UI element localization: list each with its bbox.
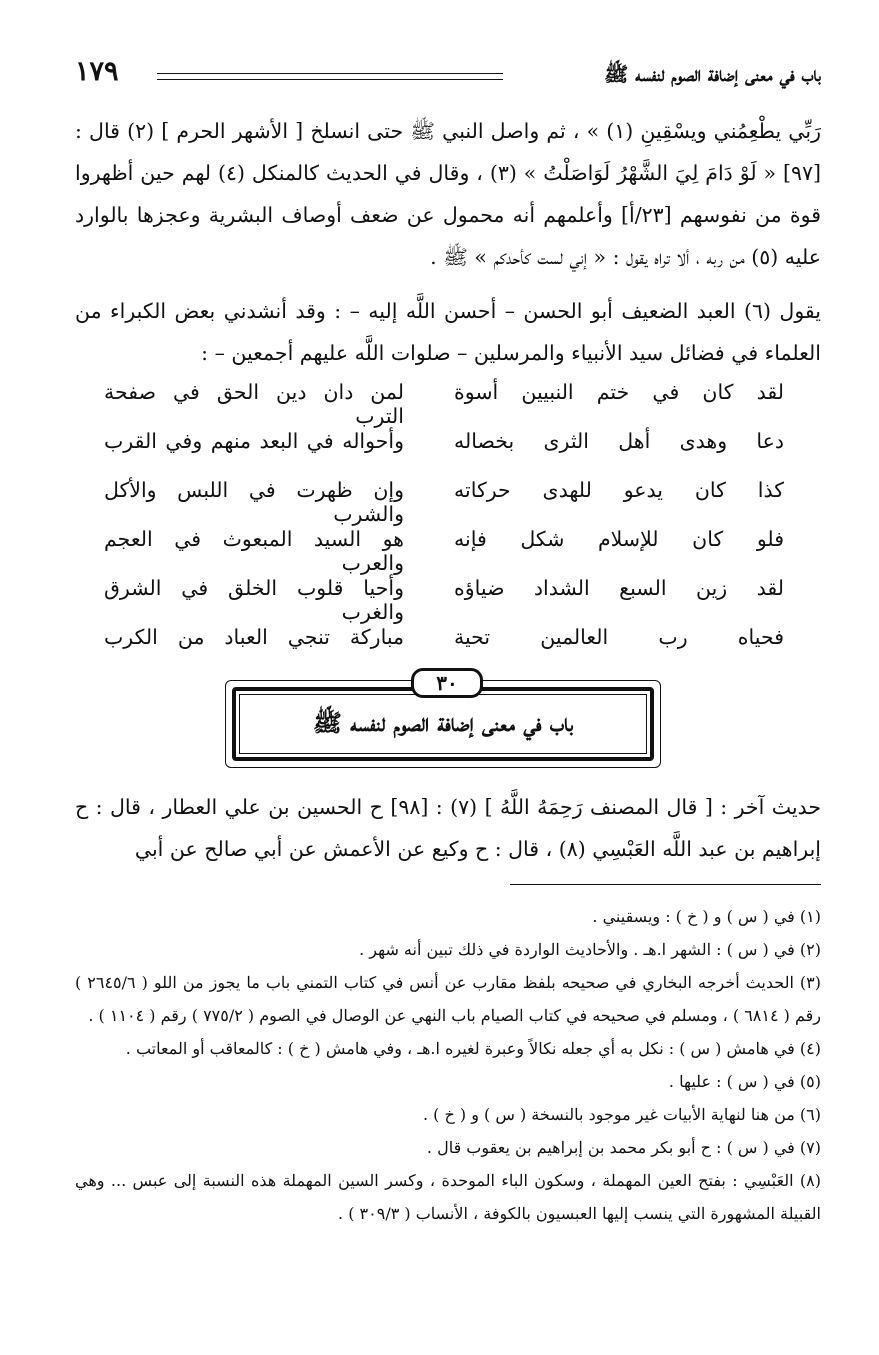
verse-second-hemistich: لمن دان دين الحق في صفحة الترب — [104, 380, 404, 428]
verse-first-hemistich: لقد زين السبع الشداد ضياؤه — [454, 576, 784, 600]
footnote-separator — [510, 884, 821, 885]
poem-verse — [104, 380, 784, 429]
chapter-heading-box — [225, 668, 661, 768]
chapter-number: ٣٠ — [411, 668, 483, 698]
footnotes — [75, 900, 821, 1230]
verse-first-hemistich: كذا كان يدعو للهدى حركاته — [454, 478, 784, 502]
footnote: (٣) الحديث أخرجه البخاري في صحيحه بلفظ مقارب عن أنس في كتاب التمني باب ما يجوز من اللو ( ٢٦٤٥/٦ ) رقم ( ٦٨١٤ ) ، ومسلم في صحيحه في كتاب الصيام باب النهي عن الوصال في الصوم ( ٧٧٥/٢ ) رقم ( ١١٠٤ ) . — [75, 973, 822, 1025]
poem-verse — [104, 527, 784, 576]
poem-verse — [104, 576, 784, 625]
chapter-title: باب في معنى إضافة الصوم لنفسه ﷺ — [312, 708, 574, 737]
poem-verse — [104, 429, 784, 478]
verse-second-hemistich: وأحواله في البعد منهم وفي القرب — [104, 429, 404, 453]
page-header — [75, 56, 821, 92]
paragraph-1: رَبِّي يطْعِمُني ويسْقِينِ (١) » ، ثم واصل النبي ﷺ حتى انسلخ [ الأشهر الحرم ] (٢) قال : [٩٧] « لَوْ دَامَ لِيَ الشَّهْرُ لَوَاصَلْتُ » (٣) ، وقال في الحديث كالمنكل (٤) لهم حين أظهروا قوة من نفوسهم [٢٣/أ] وأعلمهم أنه محمول عن ضعف أوصاف البشرية وعجزها بالوارد عليه (٥) من ربه ، ألا تراه يقول : « إني لست كأحدكم » ﷺ . — [75, 119, 822, 269]
header-double-rule — [157, 73, 503, 80]
page-number: ١٧٩ — [75, 56, 119, 87]
running-title: باب في معنى إضافة الصوم لنفسه ﷺ — [604, 62, 821, 86]
verse-first-hemistich: فلو كان للإسلام شكل فإنه — [454, 527, 784, 551]
verse-second-hemistich: هو السيد المبعوث في العجم والعرب — [104, 527, 404, 575]
verse-second-hemistich: وإن ظهرت في اللبس والأكل والشرب — [104, 478, 404, 526]
poem-verse — [104, 625, 784, 674]
poem-verse — [104, 478, 784, 527]
footnote: (٥) في ( س ) : عليها . — [668, 1072, 821, 1091]
footnote: (٨) العَبْسِي : بفتح العين المهملة ، وسكون الباء الموحدة ، وكسر السين المهملة هذه النسبة إلى عبس ... وهي القبيلة المشهورة التي ينسب إليها العبسيون بالكوفة ، الأنساب ( ٣٠٩/٣ ) . — [75, 1171, 821, 1223]
verse-second-hemistich: مباركة تنجي العباد من الكرب — [104, 625, 404, 649]
verse-first-hemistich: لقد كان في ختم النبيين أسوة — [454, 380, 784, 404]
footnote: (١) في ( س ) و ( خ ) : ويسقيني . — [592, 907, 821, 926]
verse-first-hemistich: دعا وهدى أهل الثرى بخصاله — [454, 429, 784, 453]
poem — [104, 380, 784, 674]
verse-first-hemistich: فحياه رب العالمين تحية — [454, 625, 784, 649]
verse-second-hemistich: وأحيا قلوب الخلق في الشرق والغرب — [104, 576, 404, 624]
footnote: (٤) في هامش ( س ) : نكل به أي جعله نكالاً وعبرة لغيره ا.هـ ، وفي هامش ( خ ) : كالمعاقب أو المعاتب . — [125, 1039, 821, 1058]
footnote: (٧) في ( س ) : ح أبو بكر محمد بن إبراهيم بن يعقوب قال . — [426, 1138, 821, 1157]
footnote: (٦) من هنا لنهاية الأبيات غير موجود بالنسخة ( س ) و ( خ ) . — [422, 1105, 821, 1124]
paragraph-2: يقول (٦) العبد الضعيف أبو الحسن – أحسن اللَّه إليه – : وقد أنشدني بعض الكبراء من العلماء في فضائل سيد الأنبياء والمرسلين – صلوات اللَّه عليهم أجمعين – : — [75, 299, 821, 365]
footnote: (٢) في ( س ) : الشهر ا.هـ . والأحاديث الواردة في ذلك تبين أنه شهر . — [359, 940, 821, 959]
paragraph-3: حديث آخر : [ قال المصنف رَحِمَهُ اللَّهُ ] (٧) : [٩٨] ح الحسين بن علي العطار ، قال : ح إبراهيم بن عبد اللَّه العَبْسِي (٨) ، قال : ح وكيع عن الأعمش عن أبي صالح عن أبي — [75, 795, 821, 861]
